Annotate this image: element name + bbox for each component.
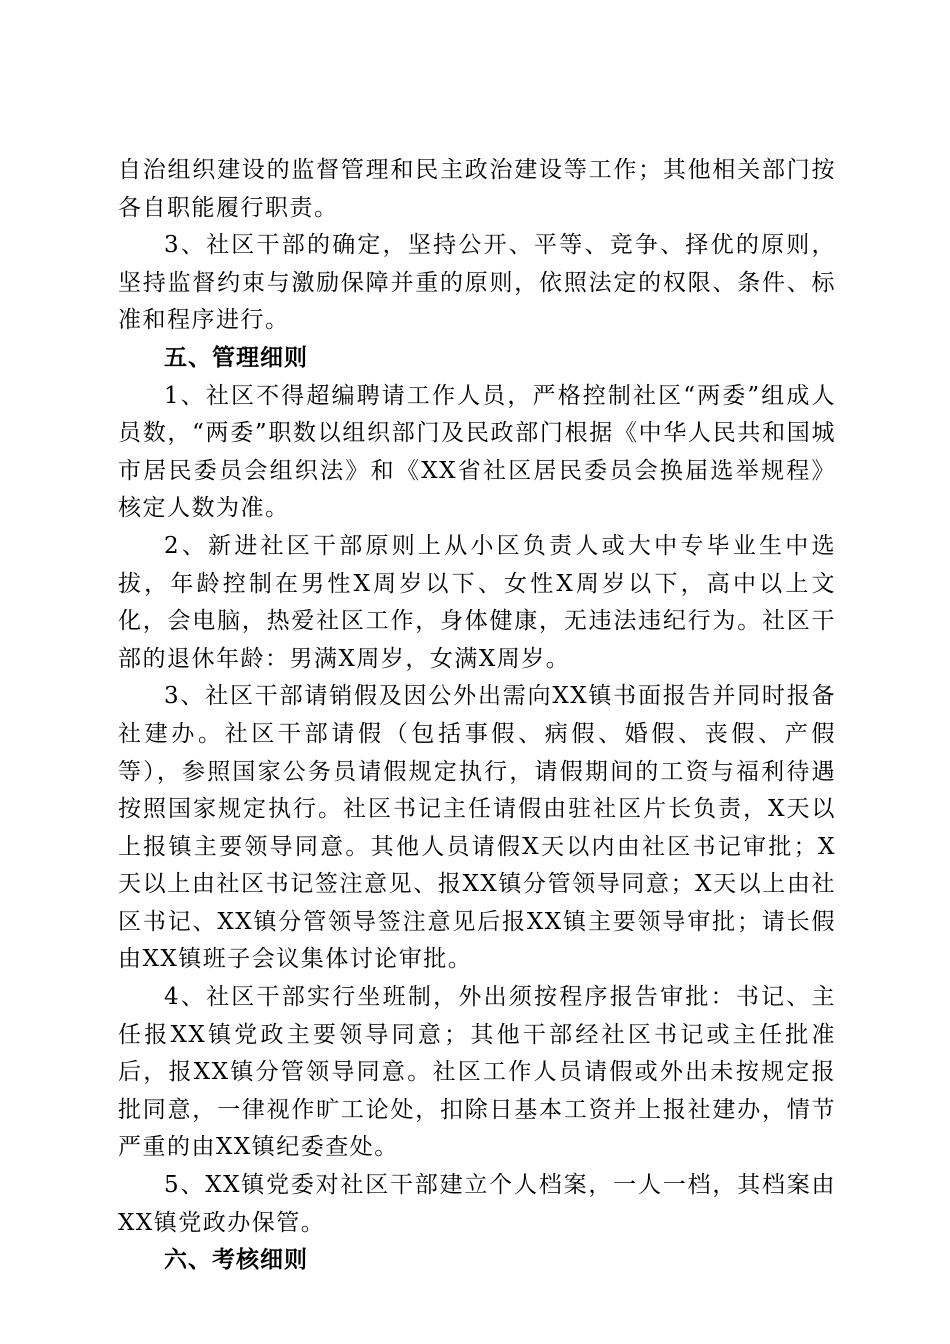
paragraph-management-5: 5、XX镇党委对社区干部建立个人档案，一人一档，其档案由XX镇党政办保管。 bbox=[118, 1172, 836, 1236]
paragraph-continued: 自治组织建设的监督管理和民主政治建设等工作；其他相关部门按各自职能履行职责。 bbox=[118, 157, 836, 221]
paragraph-management-2: 2、新进社区干部原则上从小区负责人或大中专毕业生中选拔，年龄控制在男性X周岁以下、女性X周岁以下，高中以上文化，会电脑，热爱社区工作，身体健康，无违法违纪行为。社区干部的退休年龄：男满X周岁，女满X周岁。 bbox=[118, 532, 836, 672]
paragraph-management-4: 4、社区干部实行坐班制，外出须按程序报告审批：书记、主任报XX镇党政主要领导同意；其他干部经社区书记或主任批准后，报XX镇分管领导同意。社区工作人员请假或外出未按规定报批同意，一律视作旷工论处，扣除日基本工资并上报社建办，情节严重的由XX镇纪委查处。 bbox=[118, 984, 836, 1161]
document-page bbox=[118, 152, 836, 1280]
paragraph-item-3: 3、社区干部的确定，坚持公开、平等、竞争、择优的原则，坚持监督约束与激励保障并重的原则，依照法定的权限、条件、标准和程序进行。 bbox=[118, 232, 836, 334]
paragraph-management-3: 3、社区干部请销假及因公外出需向XX镇书面报告并同时报备社建办。社区干部请假（包括事假、病假、婚假、丧假、产假等），参照国家公务员请假规定执行，请假期间的工资与福利待遇按照国家规定执行。社区书记主任请假由驻社区片长负责，X天以上报镇主要领导同意。其他人员请假X天以内由社区书记审批；X天以上由社区书记签注意见、报XX镇分管领导同意；X天以上由社区书记、XX镇分管领导签注意见后报XX镇主要领导审批；请长假由XX镇班子会议集体讨论审批。 bbox=[118, 683, 836, 973]
paragraph-management-1: 1、社区不得超编聘请工作人员，严格控制社区“两委”组成人员数，“两委”职数以组织部门及民政部门根据《中华人民共和国城市居民委员会组织法》和《XX省社区居民委员会换届选举规程》核定人数为准。 bbox=[118, 382, 836, 522]
section-heading-management: 五、管理细则 bbox=[164, 344, 308, 371]
section-heading-assessment: 六、考核细则 bbox=[164, 1247, 308, 1274]
